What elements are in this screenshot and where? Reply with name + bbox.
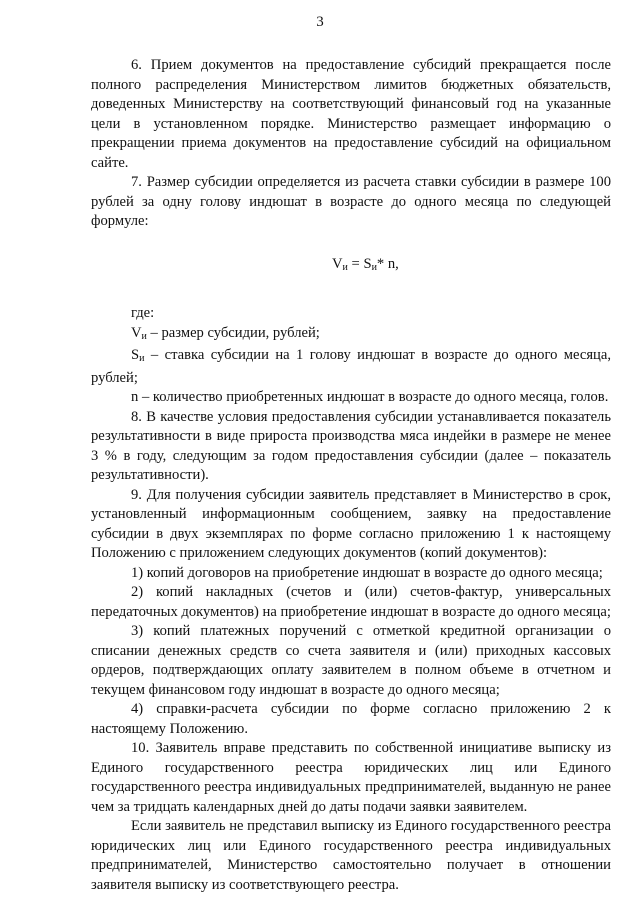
paragraph-9-item-4: 4) справки-расчета субсидии по форме согласно приложению 2 к настоящему Положению. [91, 701, 611, 737]
definition-v-text: – размер субсидии, рублей; [146, 324, 320, 341]
paragraph-10: 10. Заявитель вправе представить по собственной инициативе выписку из Единого государственного реестра юридических лиц или Единого государственного реестра индивидуальных предпринимателей, выданную не ранее чем за тридцать календарных дней до даты подачи заявки заявителем. [91, 740, 611, 815]
formula-s: S [363, 255, 372, 272]
definition-s [91, 346, 611, 388]
definition-v-subscript: и [141, 330, 147, 342]
subsidy-formula [91, 255, 611, 278]
paragraph-9: 9. Для получения субсидии заявитель представляет в Министерство в срок, установленный информационным сообщением, заявку на предоставление субсидии в двух экземплярах по форме согласно приложению 1 к настоящему Положению с приложением следующих документов (копий документов): [91, 486, 611, 561]
definition-v-symbol: V [131, 324, 142, 341]
formula-v-subscript: и [342, 261, 348, 273]
paragraph-9-item-1: 1) копий договоров на приобретение индюшат в возрасте до одного месяца; [131, 564, 603, 581]
paragraph-10-continued: Если заявитель не представил выписку из Единого государственного реестра юридических лиц или Единого государственного реестра индивидуальных предпринимателей, Министерство самостоятельно получает в отношении заявителя выписку из соответствующего реестра. [91, 818, 611, 893]
formula-s-subscript: и [371, 261, 377, 273]
paragraph-8: 8. В качестве условия предоставления субсидии устанавливается показатель результативности в виде прироста производства мяса индейки в размере не менее 3 % в году, следующим за годом предоставления субсидии (далее – показатель результативности). [91, 408, 611, 483]
paragraph-9-item-3: 3) копий платежных поручений с отметкой кредитной организации о списании денежных средств со счета заявителя и (или) приходных кассовых ордеров, подтверждающих оплату заявителем в полном объеме в отчетном и текущем финансовом году индюшат в возрасте до одного месяца; [91, 623, 611, 698]
document-body [91, 56, 611, 895]
paragraph-9-item-2: 2) копий накладных (счетов и (или) счетов-фактур, универсальных передаточных документов) на приобретение индюшат в возрасте до одного месяца; [91, 584, 611, 620]
formula-v: V [332, 255, 343, 272]
definition-v [91, 324, 611, 347]
where-label: где: [131, 305, 155, 321]
page-number: 3 [316, 14, 324, 30]
definition-s-text: – ставка субсидии на 1 голову индюшат в возрасте до одного месяца, рублей; [91, 347, 611, 386]
definition-s-subscript: и [139, 353, 145, 364]
definition-n: n – количество приобретенных индюшат в возрасте до одного месяца, голов. [131, 389, 609, 405]
paragraph-6: 6. Прием документов на предоставление субсидий прекращается после полного распределения Министерством лимитов бюджетных обязательств, доведенных Министерству на соответствующий финансовый год на указанные цели в установленном порядке. Министерство размещает информацию о прекращении приема документов на предоставление субсидий на официальном сайте. [91, 57, 611, 171]
formula-equals: = [347, 255, 364, 272]
formula-tail: * n, [376, 255, 399, 272]
definition-s-symbol: S [131, 347, 140, 363]
paragraph-7: 7. Размер субсидии определяется из расчета ставки субсидии в размере 100 рублей за одну голову индюшат в возрасте до одного месяца по следующей формуле: [91, 174, 611, 229]
